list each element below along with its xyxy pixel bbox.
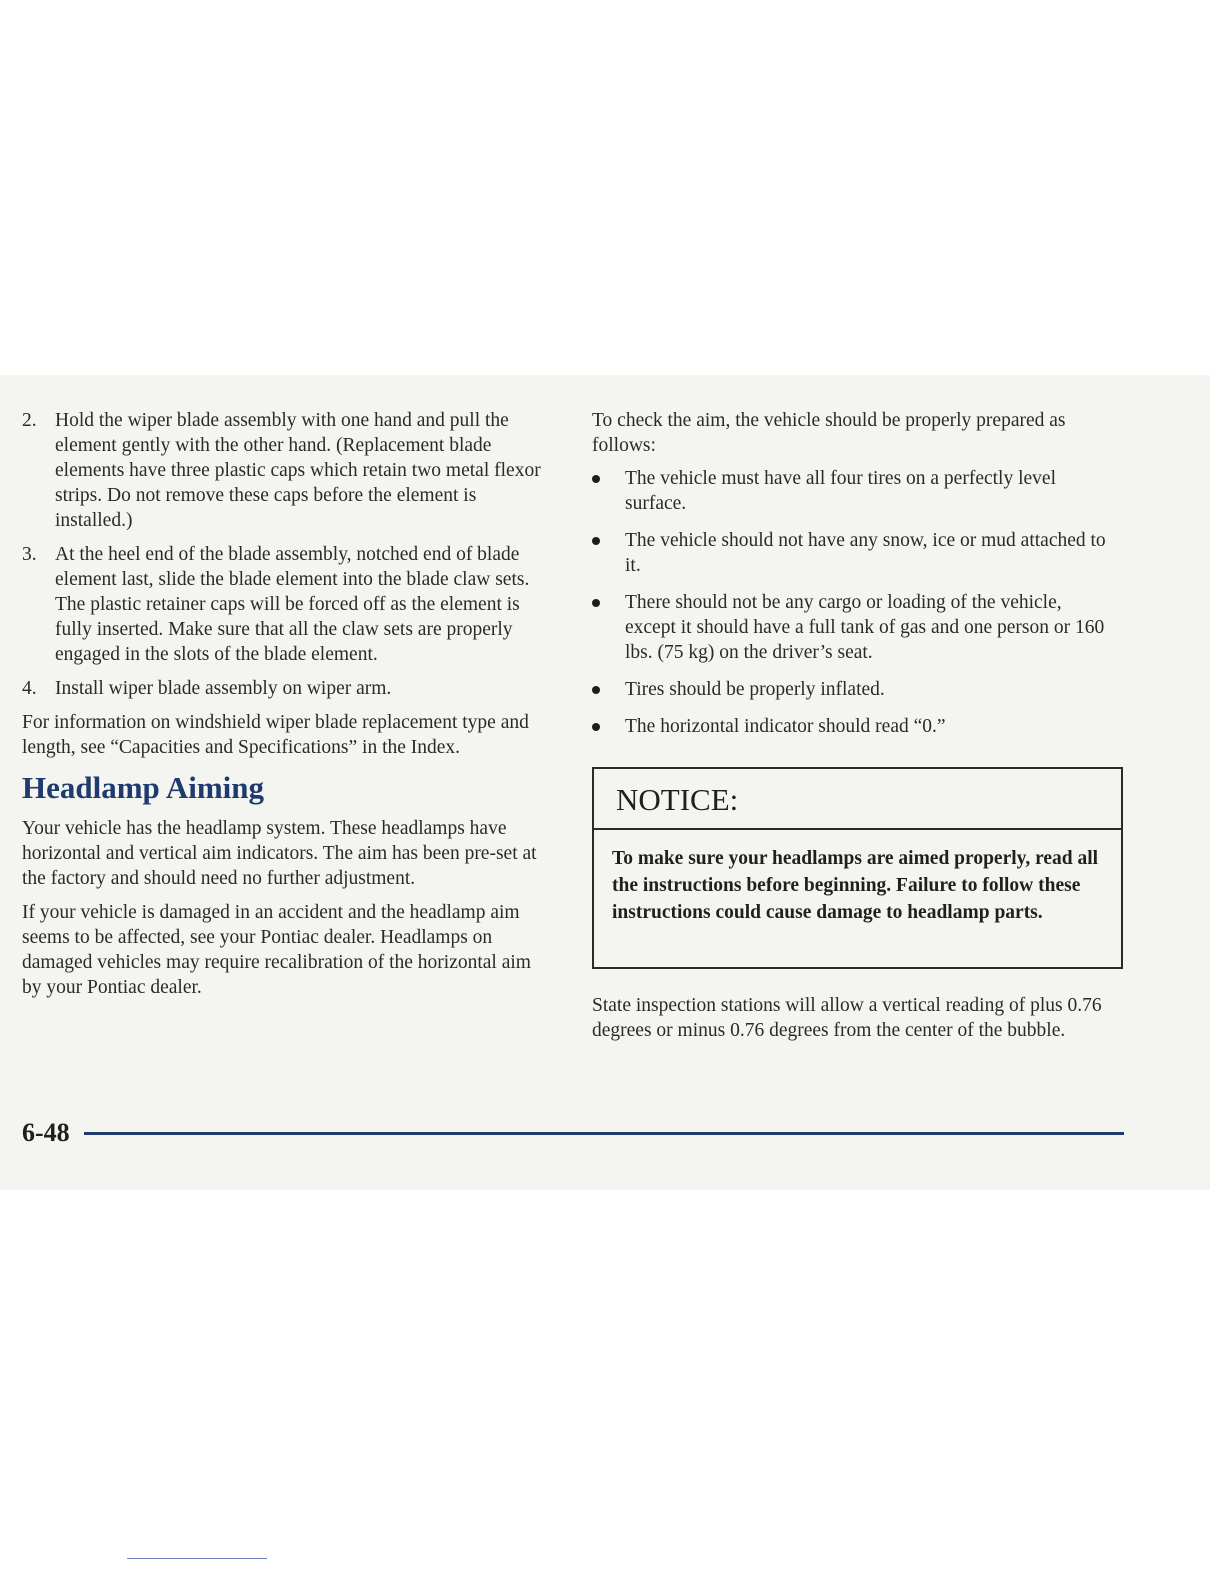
bullet-icon	[592, 686, 600, 694]
bullet-icon	[592, 723, 600, 731]
intro-paragraph: To check the aim, the vehicle should be properly prepared as follows:	[592, 410, 1066, 456]
page-number: 6-48	[22, 1118, 70, 1147]
bottom-divider	[127, 1558, 267, 1559]
notice-box	[592, 767, 1123, 969]
step-text: Install wiper blade assembly on wiper arm.	[55, 678, 392, 699]
list-item	[592, 590, 1117, 665]
list-item-text: Tires should be properly inflated.	[625, 679, 885, 700]
step-item	[22, 408, 552, 533]
step-text: Hold the wiper blade assembly with one hand and pull the element gently with the other hand. (Replacement blade elements have three plastic caps which retain two metal flexor strips. Do not remove these caps before the element is installed.)	[55, 410, 541, 531]
right-column	[592, 408, 1117, 751]
section-heading: Headlamp Aiming	[22, 770, 265, 805]
left-column	[22, 408, 552, 1009]
list-item-text: The horizontal indicator should read “0.”	[625, 716, 946, 737]
preparation-list	[592, 466, 1117, 739]
info-paragraph: For information on windshield wiper blade replacement type and length, see “Capacities and Specifications” in the Index.	[22, 712, 529, 758]
notice-body: To make sure your headlamps are aimed properly, read all the instructions before beginning. Failure to follow these instructions could cause damage to headlamp parts.	[612, 848, 1099, 923]
bullet-icon	[592, 599, 600, 607]
damage-paragraph: If your vehicle is damaged in an accident and the headlamp aim seems to be affected, see your Pontiac dealer. Headlamps on damaged vehicles may require recalibration of the horizontal aim by your Pontiac dealer.	[22, 902, 531, 998]
list-item-text: There should not be any cargo or loading of the vehicle, except it should have a full tank of gas and one person or 160 lbs. (75 kg) on the driver’s seat.	[625, 592, 1105, 663]
footer-rule	[84, 1132, 1124, 1135]
bullet-icon	[592, 475, 600, 483]
bullet-icon	[592, 537, 600, 545]
list-item	[592, 714, 1117, 739]
list-item	[592, 466, 1117, 516]
list-item	[592, 528, 1117, 578]
list-item-text: The vehicle should not have any snow, ice or mud attached to it.	[625, 530, 1106, 576]
headlamp-system-paragraph: Your vehicle has the headlamp system. These headlamps have horizontal and vertical aim indicators. The aim has been pre-set at the factory and should need no further adjustment.	[22, 818, 537, 889]
page-footer	[22, 1118, 1124, 1148]
step-number: 2.	[22, 410, 37, 431]
list-item-text: The vehicle must have all four tires on a perfectly level surface.	[625, 468, 1056, 514]
wiper-steps-list	[22, 408, 552, 701]
step-item	[22, 542, 552, 667]
step-number: 4.	[22, 678, 37, 699]
step-number: 3.	[22, 544, 37, 565]
inspection-paragraph: State inspection stations will allow a vertical reading of plus 0.76 degrees or minus 0.76 degrees from the center of the bubble.	[592, 995, 1102, 1041]
step-text: At the heel end of the blade assembly, notched end of blade element last, slide the blade element into the blade claw sets. The plastic retainer caps will be forced off as the element is fully inserted. Make sure that all the claw sets are properly engaged in the slots of the blade element.	[55, 544, 530, 665]
list-item	[592, 677, 1117, 702]
notice-title: NOTICE:	[594, 769, 1121, 830]
step-item	[22, 676, 552, 701]
